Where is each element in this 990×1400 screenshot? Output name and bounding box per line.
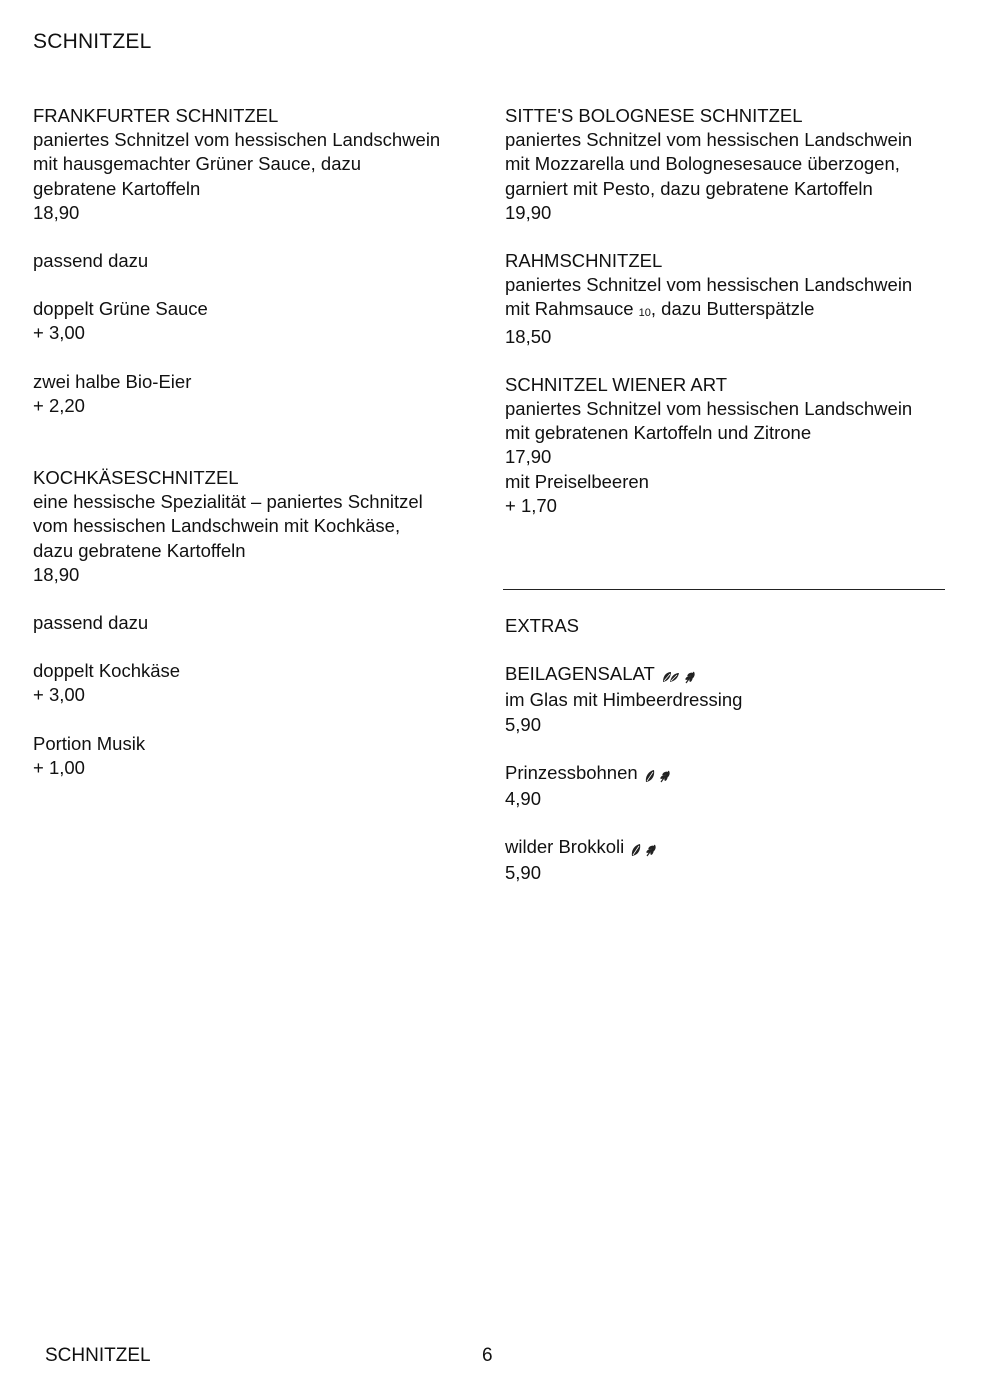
extras-item-name: Prinzessbohnen <box>505 761 638 783</box>
item-desc: vom hessischen Landschwein mit Kochkäse, <box>33 515 401 537</box>
item-desc <box>505 297 950 324</box>
menu-item-rahmschnitzel <box>505 249 950 349</box>
section-divider <box>503 589 945 590</box>
addon-item <box>33 659 483 707</box>
item-name: RAHMSCHNITZEL <box>505 250 663 272</box>
extras-item-beilagensalat <box>505 662 950 737</box>
item-desc: mit hausgemachter Grüner Sauce, dazu <box>33 153 362 175</box>
addon-price: + 2,20 <box>33 394 85 416</box>
addon-price: + 3,00 <box>33 322 85 344</box>
item-desc-part: mit Rahmsauce <box>505 298 634 320</box>
item-desc: paniertes Schnitzel vom hessischen Landschwein <box>505 129 913 151</box>
addon-price: + 1,00 <box>33 756 85 778</box>
extras-item-brokkoli <box>505 835 950 885</box>
addon-name: doppelt Grüne Sauce <box>33 298 208 320</box>
item-desc: eine hessische Spezialität – paniertes Schnitzel <box>33 491 423 513</box>
item-price: 18,50 <box>505 325 552 347</box>
addon-name: Portion Musik <box>33 732 146 754</box>
extras-heading: EXTRAS <box>505 615 580 636</box>
item-desc: paniertes Schnitzel vom hessischen Landschwein <box>505 274 913 296</box>
extras-item-prinzessbohnen <box>505 761 950 811</box>
item-desc: paniertes Schnitzel vom hessischen Landschwein <box>505 398 913 420</box>
item-desc-part: , dazu Butterspätzle <box>650 298 815 320</box>
item-name: SITTE'S BOLOGNESE SCHNITZEL <box>505 105 803 126</box>
menu-item-wiener <box>505 373 950 518</box>
item-desc: garniert mit Pesto, dazu gebratene Kartoffeln <box>505 177 873 199</box>
item-price: 17,90 <box>505 446 552 468</box>
wheat-icon <box>683 670 697 684</box>
left-column <box>33 104 483 780</box>
menu-item-bolognese <box>505 104 950 225</box>
item-price: 18,90 <box>33 563 80 585</box>
menu-item-kochkaese <box>33 466 483 587</box>
extras-item-name: BEILAGENSALAT <box>505 663 655 685</box>
addon-heading: passend dazu <box>33 250 149 272</box>
leaf-icon <box>630 843 642 857</box>
addon-item <box>33 297 483 345</box>
addon-name: zwei halbe Bio-Eier <box>33 370 192 392</box>
extras-item-name: wilder Brokkoli <box>505 836 625 858</box>
extras-item-price: 5,90 <box>505 713 542 735</box>
item-price: 18,90 <box>33 201 80 223</box>
addon-item <box>33 370 483 418</box>
addon-item <box>33 732 483 780</box>
page-number: 6 <box>482 1345 493 1366</box>
right-column <box>505 104 950 518</box>
wheat-icon <box>644 843 658 857</box>
item-name: SCHNITZEL WIENER ART <box>505 373 728 395</box>
extras-item-name-row <box>505 662 950 688</box>
addon-name: mit Preiselbeeren <box>505 470 649 492</box>
item-name: FRANKFURTER SCHNITZEL <box>33 105 279 126</box>
item-desc: gebratene Kartoffeln <box>33 177 201 199</box>
extras-item-price: 5,90 <box>505 862 542 884</box>
page-title: SCHNITZEL <box>33 30 152 53</box>
addon-price: + 1,70 <box>505 494 557 516</box>
menu-item-frankfurter <box>33 104 483 225</box>
addon-price: + 3,00 <box>33 684 85 706</box>
vegan-leaves-icon <box>661 670 681 684</box>
item-desc: mit Mozzarella und Bolognesesauce überzogen, <box>505 153 900 175</box>
extras-item-desc: im Glas mit Himbeerdressing <box>505 689 743 711</box>
allergen-code: 10 <box>638 307 651 320</box>
item-desc: paniertes Schnitzel vom hessischen Landschwein <box>33 129 441 151</box>
item-price: 19,90 <box>505 201 552 223</box>
item-name: KOCHKÄSESCHNITZEL <box>33 467 239 489</box>
leaf-icon <box>644 769 656 783</box>
extras-item-price: 4,90 <box>505 788 542 810</box>
addon-name: doppelt Kochkäse <box>33 660 181 682</box>
item-desc: mit gebratenen Kartoffeln und Zitrone <box>505 422 812 444</box>
footer-section-name: SCHNITZEL <box>45 1345 151 1366</box>
wheat-icon <box>658 769 672 783</box>
item-desc: dazu gebratene Kartoffeln <box>33 539 246 561</box>
extras-item-name-row <box>505 835 950 861</box>
extras-section <box>505 614 950 886</box>
extras-item-name-row <box>505 761 950 787</box>
addon-heading: passend dazu <box>33 612 149 634</box>
